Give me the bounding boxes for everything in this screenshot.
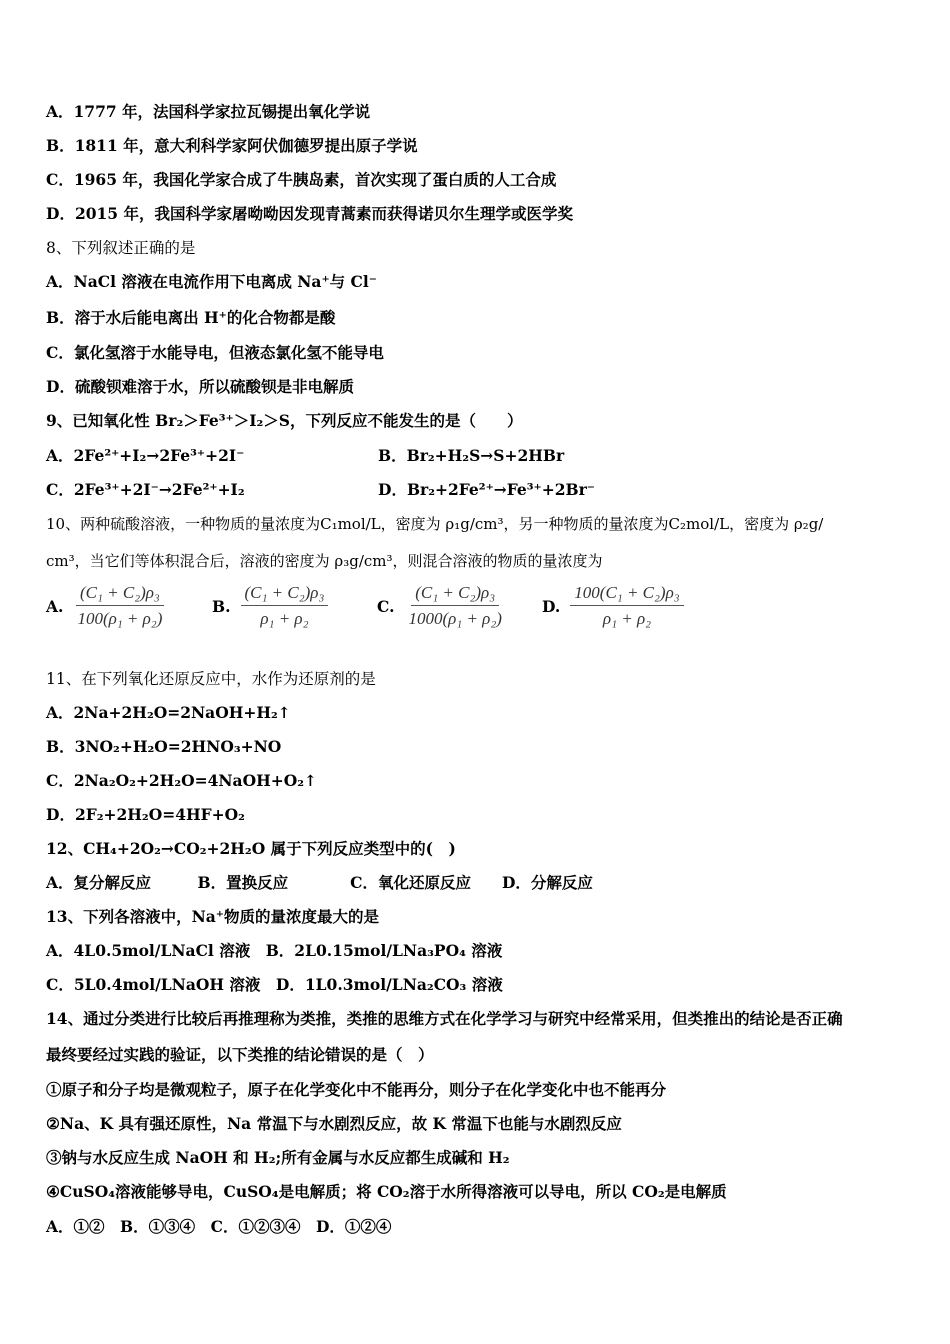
q10-stem-line2: cm³，当它们等体积混合后，溶液的密度为 ρ₃g/cm³，则混合溶液的物质的量浓度为 (46, 552, 603, 570)
q9-stem: 9、已知氧化性 Br₂＞Fe³⁺＞I₂＞S，下列反应不能发生的是（ ） (46, 411, 523, 430)
q8-option-b: B．溶于水后能电离出 H⁺的化合物都是酸 (46, 308, 336, 327)
q8-option-a: A．NaCl 溶液在电流作用下电离成 Na⁺与 Cl⁻ (46, 272, 377, 291)
q14-stem-line2: 最终要经过实践的验证，以下类推的结论错误的是（ ） (46, 1045, 434, 1064)
numerator: (C₁ + C₂)ρ₃ (411, 583, 499, 606)
q9-option-b: B．Br₂+H₂S→S+2HBr (378, 446, 565, 465)
option-label: A. (46, 596, 64, 616)
fraction (241, 583, 329, 629)
q13-options-cd: C．5L0.4mol/LNaOH 溶液 D．1L0.3mol/LNa₂CO₃ 溶液 (46, 975, 503, 994)
q13-options-ab: A．4L0.5mol/LNaCl 溶液 B．2L0.15mol/LNa₃PO₄ 溶液 (46, 941, 503, 960)
q10-option-a (46, 583, 166, 629)
option-label: D. (542, 596, 561, 616)
q8-option-d: D．硫酸钡难溶于水，所以硫酸钡是非电解质 (46, 377, 354, 396)
q11-option-b: B．3NO₂+H₂O=2HNO₃+NO (46, 737, 282, 756)
q10-option-d (542, 583, 684, 629)
option-label: C. (377, 596, 395, 616)
q13-stem: 13、下列各溶液中，Na⁺物质的量浓度最大的是 (46, 907, 379, 926)
denominator: ρ₁ + ρ₂ (602, 609, 652, 628)
q10-option-c (377, 583, 506, 629)
q11-option-a: A．2Na+2H₂O=2NaOH+H₂↑ (46, 703, 291, 722)
q14-statement-4: ④CuSO₄溶液能够导电，CuSO₄是电解质；将 CO₂溶于水所得溶液可以导电，所以 CO₂是电解质 (46, 1182, 727, 1201)
q9-option-c: C．2Fe³⁺+2I⁻→2Fe²⁺+I₂ (46, 480, 245, 499)
q8-option-c: C．氯化氢溶于水能导电，但液态氯化氢不能导电 (46, 343, 384, 362)
q11-option-c: C．2Na₂O₂+2H₂O=4NaOH+O₂↑ (46, 771, 318, 790)
fraction (570, 583, 683, 629)
denominator: ρ₁ + ρ₂ (260, 609, 309, 628)
numerator: 100(C₁ + C₂)ρ₃ (570, 583, 683, 606)
q14-statement-3: ③钠与水反应生成 NaOH 和 H₂;所有金属与水反应都生成碱和 H₂ (46, 1148, 510, 1167)
q7-option-b: B．1811 年，意大利科学家阿伏伽德罗提出原子学说 (46, 136, 418, 155)
q8-stem: 8、下列叙述正确的是 (46, 239, 196, 257)
q10-option-b (212, 583, 328, 629)
q14-stem-line1: 14、通过分类进行比较后再推理称为类推，类推的思维方式在化学学习与研究中经常采用，但类推出的结论是否正确 (46, 1009, 843, 1028)
q12-options: A．复分解反应 B．置换反应 C．氧化还原反应 D．分解反应 (46, 873, 593, 892)
q11-stem: 11、在下列氧化还原反应中，水作为还原剂的是 (46, 670, 376, 688)
q7-option-d: D．2015 年，我国科学家屠呦呦因发现青蒿素而获得诺贝尔生理学或医学奖 (46, 204, 573, 223)
fraction (404, 583, 505, 629)
q14-options: A．①② B．①③④ C．①②③④ D．①②④ (46, 1217, 392, 1236)
q7-option-a: A．1777 年，法国科学家拉瓦锡提出氧化学说 (46, 102, 371, 121)
q11-option-d: D．2F₂+2H₂O=4HF+O₂ (46, 805, 245, 824)
q10-stem-line1: 10、两种硫酸溶液，一种物质的量浓度为C₁mol/L，密度为 ρ₁g/cm³，另一种物质的量浓度为C₂mol/L，密度为 ρ₂g/ (46, 515, 824, 533)
numerator: (C₁ + C₂)ρ₃ (76, 583, 164, 606)
q14-statement-1: ①原子和分子均是微观粒子，原子在化学变化中不能再分，则分子在化学变化中也不能再分 (46, 1080, 667, 1099)
q9-option-a: A．2Fe²⁺+I₂→2Fe³⁺+2I⁻ (46, 446, 245, 465)
q12-stem: 12、CH₄+2O₂→CO₂+2H₂O 属于下列反应类型中的( ) (46, 839, 456, 858)
option-label: B. (212, 596, 231, 616)
fraction (73, 583, 166, 629)
denominator: 100(ρ₁ + ρ₂) (77, 609, 163, 628)
q7-option-c: C．1965 年，我国化学家合成了牛胰岛素，首次实现了蛋白质的人工合成 (46, 170, 557, 189)
denominator: 1000(ρ₁ + ρ₂) (408, 609, 502, 628)
q14-statement-2: ②Na、K 具有强还原性，Na 常温下与水剧烈反应，故 K 常温下也能与水剧烈反应 (46, 1114, 622, 1133)
q9-option-d: D．Br₂+2Fe²⁺→Fe³⁺+2Br⁻ (378, 480, 595, 499)
numerator: (C₁ + C₂)ρ₃ (241, 583, 329, 606)
